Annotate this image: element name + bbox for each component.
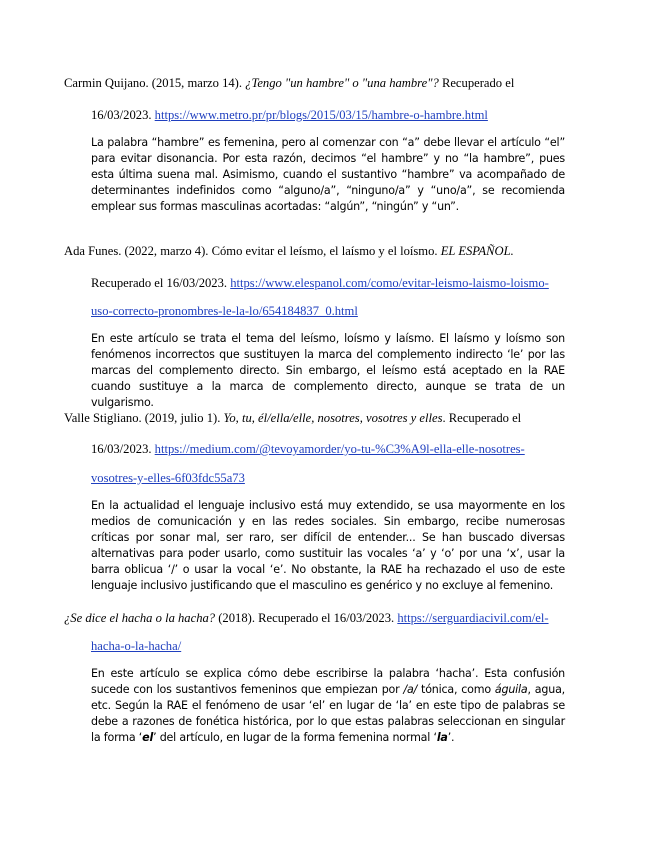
citation-1-author: Carmin Quijano. (2015, marzo 14). [64,76,246,90]
annotation-4-text-3: , agua, etc. Según la RAE el fenómeno de usar ‘el’ en lugar de ‘la’ en este tipo de palabras se debe a razones de fonética histórica, por lo que estas palabras seleccionan en singular la forma ‘ [91,682,565,744]
citation-3-date: 16/03/2023. [91,442,155,456]
citation-3-title: Yo, tu, él/ella/elle, nosotres, vosotres y elles [223,411,443,425]
citation-1-link[interactable]: https://www.metro.pr/pr/blogs/2015/03/15/hambre-o-hambre.html [154,108,488,122]
annotation-4-italic-3: el [142,730,154,744]
annotation-3: En la actualidad el lenguaje inclusivo está muy extendido, se usa mayormente en los medios de comunicación y en las redes sociales. Sin embargo, recibe numerosas críticas por sonar mal, ser raro, ser difícil de entender... Se han buscado diversas alternativas para poder usarlo, como sustituir las vocales ‘a’ y ‘o’ por una ‘x’, usar la barra oblicua ‘/’ o usar la vocal ‘e’. No obstante, la RAE ha rechazado el uso de este lenguaje inclusivo justificando que el masculino es genérico y no excluye al femenino. [91,499,565,592]
citation-3-link-part-1[interactable]: https://medium.com/@tevoyamorder/yo-tu-%C3%A9l-ella-elle-nosotres- [154,442,525,456]
citation-3-retrieved: . Recuperado el [442,411,522,425]
annotation-4-text-4: ’ del artículo, en lugar de la forma femenina normal ‘ [153,730,437,744]
citation-2-line-1 [64,243,574,259]
citation-2-link-part-1[interactable]: https://www.elespanol.com/como/evitar-leismo-laismo-loismo- [230,276,549,290]
citation-3-line-2 [91,441,601,457]
annotation-4 [91,666,565,746]
citation-3-line-1 [64,410,574,426]
citation-2-retrieved: Recuperado el 16/03/2023. [91,276,231,290]
citation-1-line-2 [91,107,601,123]
citation-2-link-part-2[interactable]: uso-correcto-pronombres-le-la-lo/654184837_0.html [91,304,358,318]
annotation-4-text-5: ’. [447,730,455,744]
citation-2-source: EL ESPAÑOL. [440,244,514,258]
annotation-4-text-1: En este artículo se explica cómo debe escribirse la palabra ‘hacha’. Esta confusión sucede con los sustantivos femeninos que empiezan por [91,667,565,696]
annotation-4-italic-4: la [436,730,448,744]
annotation-1: La palabra “hambre” es femenina, pero al comenzar con “a” debe llevar el artículo “el” para evitar disonancia. Por esta razón, decimos “el hambre” y no “la hambre”, pues esta última suena mal. Asimismo, cuando el sustantivo “hambre” va acompañado de determinantes indefinidos como “alguno/a”, “ninguno/a” y “uno/a”, se recomienda emplear sus formas masculinas acortadas: “algún”, “ningún” y “un”. [91,136,565,213]
citation-4-title: ¿Se dice el hacha o la hacha? [64,611,216,625]
citation-4-line-1 [64,610,574,626]
annotation-4-italic-1: /a/ [403,682,418,696]
citation-2-line-2 [91,275,601,291]
citation-4-retrieved: (2018). Recuperado el 16/03/2023. [215,611,398,625]
citation-1-date: 16/03/2023. [91,108,155,122]
citation-4-line-2 [91,638,601,654]
citation-3-link-part-2[interactable]: vosotres-y-elles-6f03fdc55a73 [91,471,245,485]
citation-1-line-1 [64,75,574,91]
citation-1-retrieved: Recuperado el [438,76,515,90]
citation-2-author: Ada Funes. (2022, marzo 4). Cómo evitar el leísmo, el laísmo y el loísmo. [64,244,441,258]
annotation-4-italic-2: águila [494,682,528,696]
annotation-2: En este artículo se trata el tema del leísmo, loísmo y laísmo. El laísmo y loísmo son fenómenos incorrectos que sustituyen la marca del complemento indirecto ‘le’ por las marcas del complemento directo. Sin embargo, el leísmo está aceptado en la RAE cuando sustituye a la marca de complemento directo, aunque se trata de un vulgarismo. [91,332,565,409]
citation-2-line-3 [91,303,601,319]
citation-4-link-part-2[interactable]: hacha-o-la-hacha/ [91,639,182,653]
annotation-4-text-2: tónica, como [417,682,495,696]
citation-4-link-part-1[interactable]: https://serguardiacivil.com/el- [397,611,549,625]
citation-3-author: Valle Stigliano. (2019, julio 1). [64,411,224,425]
citation-3-line-3 [91,470,601,486]
citation-1-title: ¿Tengo "un hambre" o "una hambre"? [245,76,439,90]
